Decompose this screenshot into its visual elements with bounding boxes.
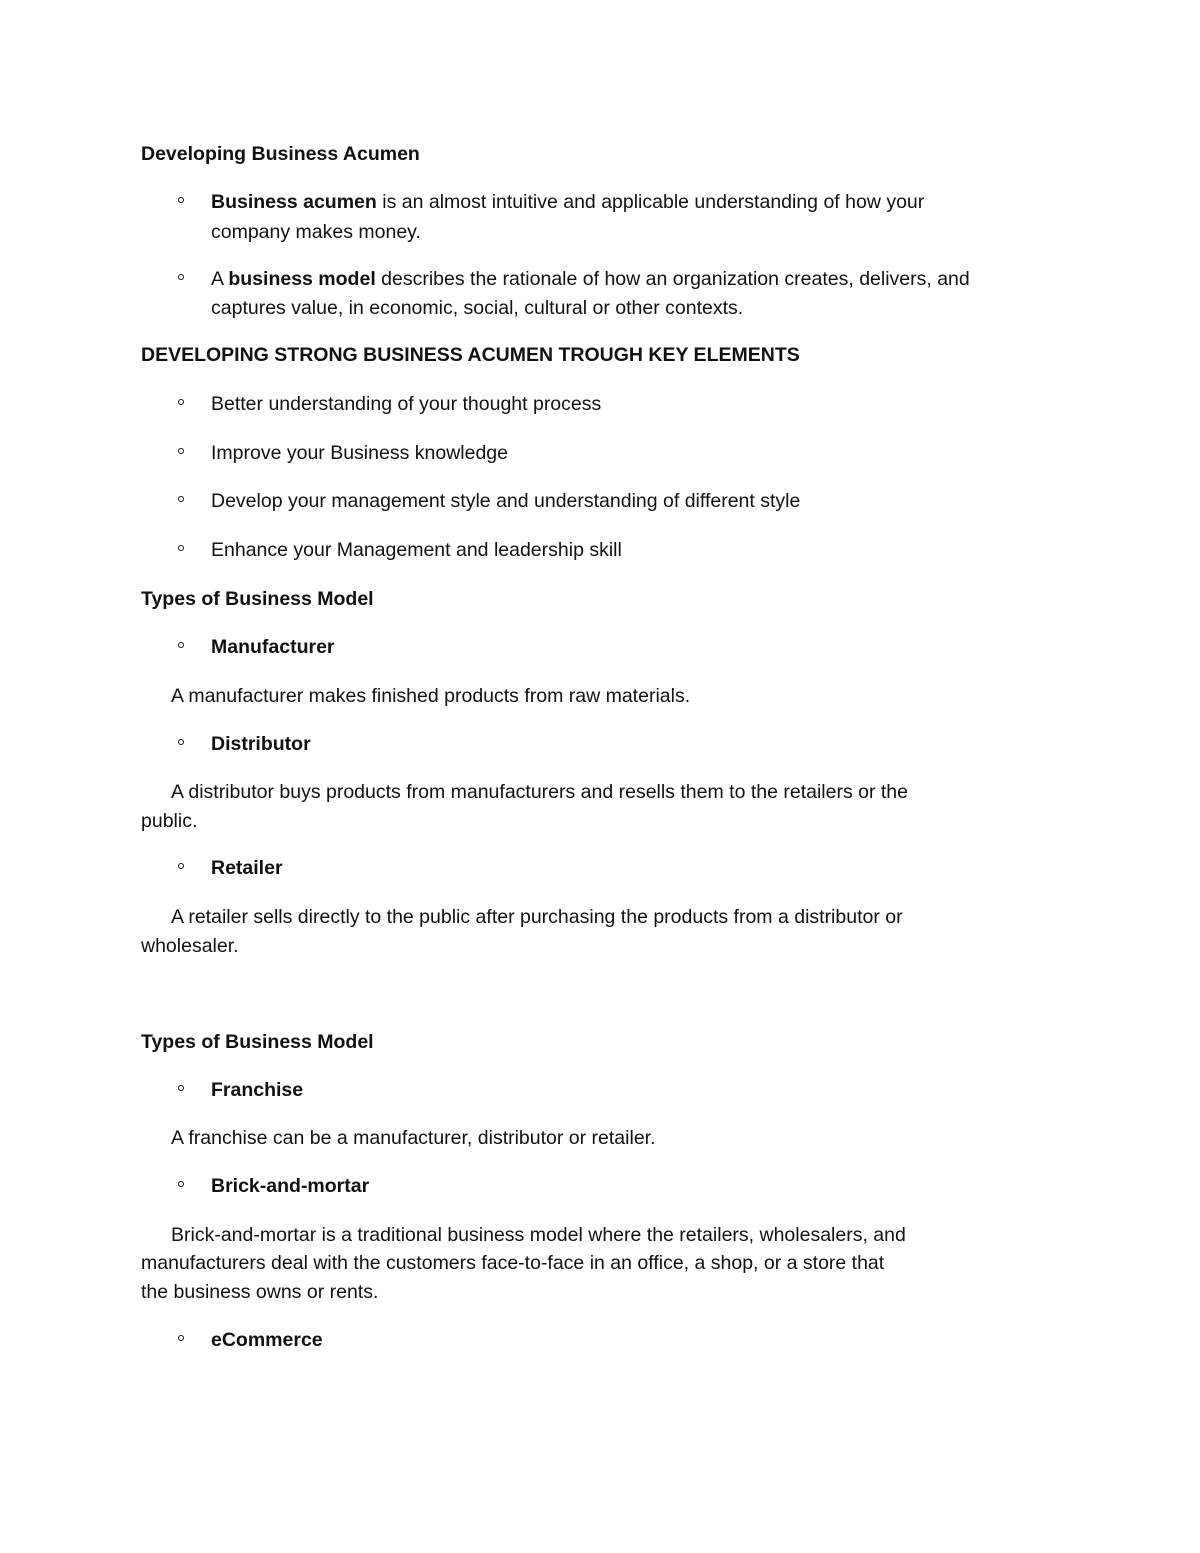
- list-item: [211, 267, 970, 291]
- term: Manufacturer: [211, 636, 335, 658]
- term: Retailer: [211, 857, 283, 879]
- item-text-continued: company makes money.: [211, 221, 421, 243]
- term: business model: [228, 268, 376, 290]
- description-continued: the business owns or rents.: [141, 1281, 379, 1303]
- section-heading: Types of Business Model: [141, 588, 374, 610]
- bullet-icon: [178, 1181, 184, 1187]
- item-text-continued: captures value, in economic, social, cultural or other contexts.: [211, 297, 744, 319]
- description-continued: manufacturers deal with the customers face-to-face in an office, a shop, or a store that: [141, 1252, 885, 1274]
- term: Distributor: [211, 733, 311, 755]
- term: Business acumen: [211, 191, 377, 213]
- bullet-icon: [178, 197, 184, 203]
- bullet-icon: [178, 399, 184, 405]
- item-text: describes the rationale of how an organization creates, delivers, and: [375, 268, 970, 290]
- bullet-icon: [178, 496, 184, 502]
- list-item: Better understanding of your thought process: [211, 393, 602, 415]
- description: A retailer sells directly to the public after purchasing the products from a distributor or: [171, 906, 903, 928]
- item-prefix: A: [211, 268, 229, 290]
- bullet-icon: [178, 274, 184, 280]
- list-item: Improve your Business knowledge: [211, 442, 508, 464]
- description: A franchise can be a manufacturer, distributor or retailer.: [171, 1127, 656, 1149]
- bullet-icon: [178, 545, 184, 551]
- bullet-icon: [178, 739, 184, 745]
- list-item: Enhance your Management and leadership skill: [211, 539, 622, 561]
- item-text: is an almost intuitive and applicable understanding of how your: [376, 191, 925, 213]
- term: Brick-and-mortar: [211, 1175, 370, 1197]
- section-heading: Developing Business Acumen: [141, 143, 420, 165]
- list-item: Develop your management style and understanding of different style: [211, 490, 801, 512]
- section-heading: DEVELOPING STRONG BUSINESS ACUMEN TROUGH KEY ELEMENTS: [141, 344, 800, 366]
- term: eCommerce: [211, 1329, 323, 1351]
- bullet-icon: [178, 642, 184, 648]
- term: Franchise: [211, 1079, 304, 1101]
- description: A manufacturer makes finished products from raw materials.: [171, 685, 691, 707]
- bullet-icon: [178, 1335, 184, 1341]
- section-heading: Types of Business Model: [141, 1031, 374, 1053]
- description: A distributor buys products from manufacturers and resells them to the retailers or the: [171, 781, 909, 803]
- description-continued: public.: [141, 810, 198, 832]
- bullet-icon: [178, 1085, 184, 1091]
- bullet-icon: [178, 863, 184, 869]
- bullet-icon: [178, 448, 184, 454]
- description-continued: wholesaler.: [141, 935, 239, 957]
- description: Brick-and-mortar is a traditional business model where the retailers, wholesalers, and: [171, 1224, 906, 1246]
- list-item: [211, 190, 924, 214]
